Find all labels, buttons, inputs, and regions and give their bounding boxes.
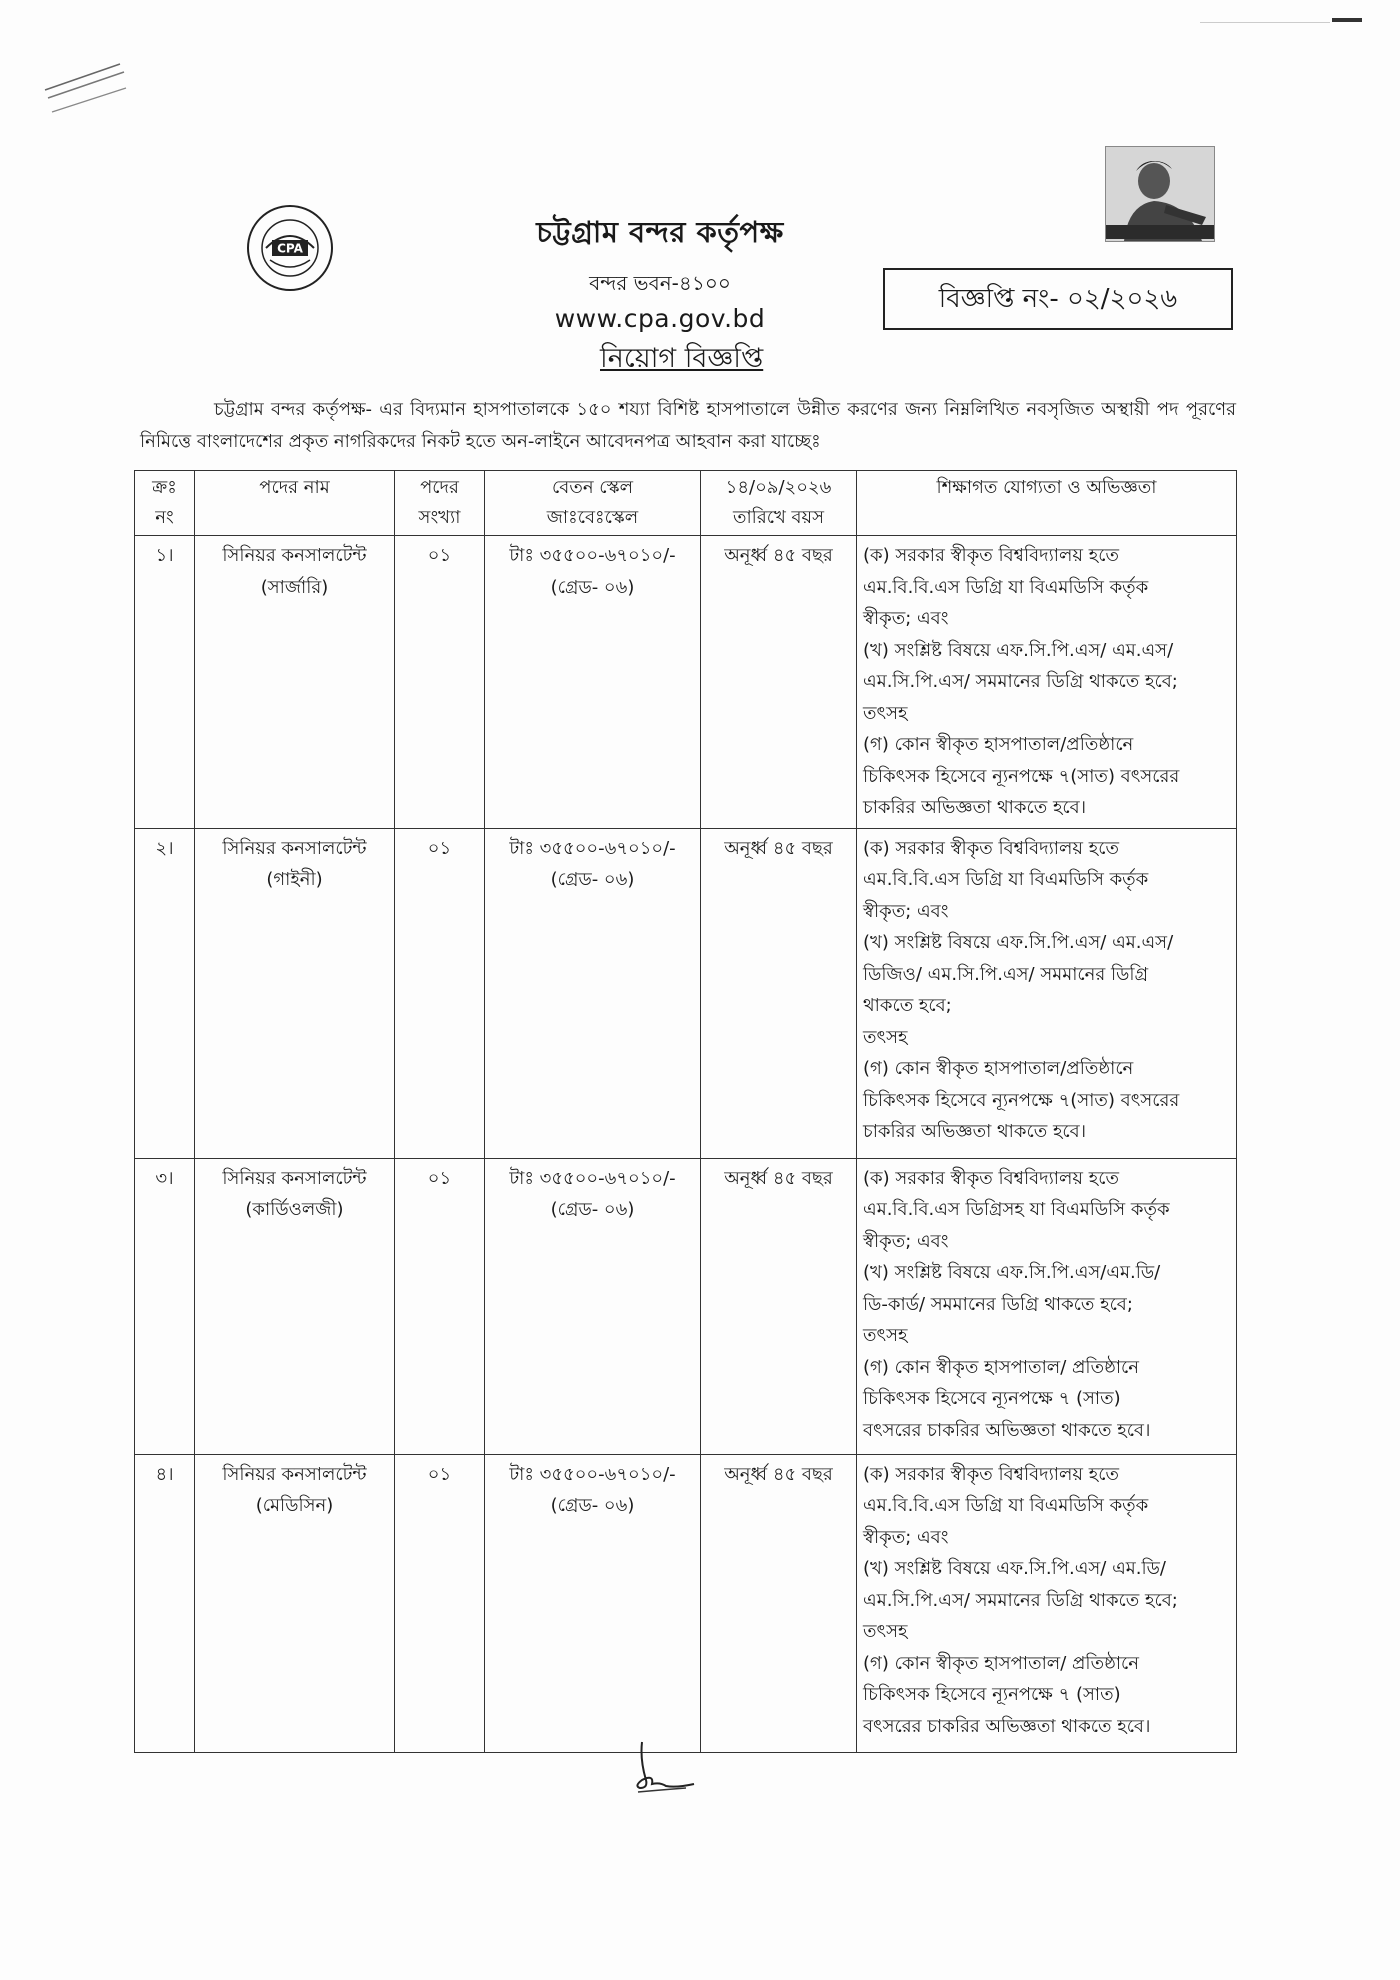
pay-scale-cell: টাঃ ৩৫৫০০-৬৭০১০/- (গ্রেড- ০৬) xyxy=(485,536,701,829)
portrait-image xyxy=(1105,146,1215,242)
pay-scale-cell: টাঃ ৩৫৫০০-৬৭০১০/- (গ্রেড- ০৬) xyxy=(485,1454,701,1752)
organization-website: www.cpa.gov.bd xyxy=(554,304,766,333)
qualification-cell: (ক) সরকার স্বীকৃত বিশ্ববিদ্যালয় হতে এম.বি.বি.এস ডিগ্রি যা বিএমডিসি কর্তৃক স্বীকৃত; এবং (খ) সংশ্লিষ্ট বিষয়ে এফ.সি.পি.এস/ এম.এস/ এম.সি.পি.এস/ সমমানের ডিগ্রি থাকতে হবে; তৎসহ (গ) কোন স্বীকৃত হাসপাতাল/প্রতিষ্ঠানে চিকিৎসক হিসেবে ন্যূনপক্ষে ৭(সাত) বৎসরের চাকরির অভিজ্ঞতা থাকতে হবে। xyxy=(857,536,1237,829)
table-row xyxy=(135,536,1237,829)
header-post-count: পদের সংখ্যা xyxy=(395,471,485,536)
serial-cell: ৪। xyxy=(135,1454,195,1752)
svg-text:CPA: CPA xyxy=(277,241,303,256)
age-cell: অনূর্ধ্ব ৪৫ বছর xyxy=(701,1158,857,1454)
table-row xyxy=(135,828,1237,1158)
age-cell: অনূর্ধ্ব ৪৫ বছর xyxy=(701,1454,857,1752)
scan-edge-dash xyxy=(1332,18,1362,22)
notice-number-box xyxy=(883,268,1233,330)
serial-cell: ২। xyxy=(135,828,195,1158)
intro-paragraph: চট্টগ্রাম বন্দর কর্তৃপক্ষ- এর বিদ্যমান হাসপাতালকে ১৫০ শয্যা বিশিষ্ট হাসপাতালে উন্নীত করণের জন্য নিম্নলিখিত নবসৃজিত অস্থায়ী পদ পূরণের নিমিত্তে বাংলাদেশের প্রকৃত নাগরিকদের নিকট হতে অন-লাইনে আবেদনপত্র আহবান করা যাচ্ছেঃ xyxy=(140,399,1236,452)
qualification-cell: (ক) সরকার স্বীকৃত বিশ্ববিদ্যালয় হতে এম.বি.বি.এস ডিগ্রি যা বিএমডিসি কর্তৃক স্বীকৃত; এবং (খ) সংশ্লিষ্ট বিষয়ে এফ.সি.পি.এস/ এম.ডি/ এম.সি.পি.এস/ সমমানের ডিগ্রি থাকতে হবে; তৎসহ (গ) কোন স্বীকৃত হাসপাতাল/ প্রতিষ্ঠানে চিকিৎসক হিসেবে ন্যূনপক্ষে ৭ (সাত) বৎসরের চাকরির অভিজ্ঞতা থাকতে হবে। xyxy=(857,1454,1237,1752)
header-pay-scale: বেতন স্কেল জাঃবেঃস্কেল xyxy=(485,471,701,536)
letterhead xyxy=(500,210,820,333)
qualification-cell: (ক) সরকার স্বীকৃত বিশ্ববিদ্যালয় হতে এম.বি.বি.এস ডিগ্রিসহ যা বিএমডিসি কর্তৃক স্বীকৃত; এবং (খ) সংশ্লিষ্ট বিষয়ে এফ.সি.পি.এস/এম.ডি/ ডি-কার্ড/ সমমানের ডিগ্রি থাকতে হবে; তৎসহ (গ) কোন স্বীকৃত হাসপাতাল/ প্রতিষ্ঠানে চিকিৎসক হিসেবে ন্যূনপক্ষে ৭ (সাত) বৎসরের চাকরির অভিজ্ঞতা থাকতে হবে। xyxy=(857,1158,1237,1454)
table-row xyxy=(135,1454,1237,1752)
notice-number: বিজ্ঞপ্তি নং- ০২/২০২৬ xyxy=(938,284,1178,314)
post-count-cell: ০১ xyxy=(395,1454,485,1752)
post-name-cell: সিনিয়র কনসালটেন্ট (কার্ডিওলজী) xyxy=(195,1158,395,1454)
age-cell: অনূর্ধ্ব ৪৫ বছর xyxy=(701,536,857,829)
job-table xyxy=(134,470,1237,1753)
header-age: ১৪/০৯/২০২৬ তারিখে বয়স xyxy=(701,471,857,536)
scan-edge-line xyxy=(1200,22,1330,23)
header-post-name: পদের নাম xyxy=(195,471,395,536)
cpa-logo-icon xyxy=(246,204,334,292)
post-count-cell: ০১ xyxy=(395,1158,485,1454)
pay-scale-cell: টাঃ ৩৫৫০০-৬৭০১০/- (গ্রেড- ০৬) xyxy=(485,1158,701,1454)
age-cell: অনূর্ধ্ব ৪৫ বছর xyxy=(701,828,857,1158)
qualification-cell: (ক) সরকার স্বীকৃত বিশ্ববিদ্যালয় হতে এম.বি.বি.এস ডিগ্রি যা বিএমডিসি কর্তৃক স্বীকৃত; এবং (খ) সংশ্লিষ্ট বিষয়ে এফ.সি.পি.এস/ এম.এস/ ডিজিও/ এম.সি.পি.এস/ সমমানের ডিগ্রি থাকতে হবে; তৎসহ (গ) কোন স্বীকৃত হাসপাতাল/প্রতিষ্ঠানে চিকিৎসক হিসেবে ন্যূনপক্ষে ৭(সাত) বৎসরের চাকরির অভিজ্ঞতা থাকতে হবে। xyxy=(857,828,1237,1158)
post-name-cell: সিনিয়র কনসালটেন্ট (গাইনী) xyxy=(195,828,395,1158)
post-name-cell: সিনিয়র কনসালটেন্ট (মেডিসিন) xyxy=(195,1454,395,1752)
serial-cell: ৩। xyxy=(135,1158,195,1454)
post-name-cell: সিনিয়র কনসালটেন্ট (সার্জারি) xyxy=(195,536,395,829)
post-count-cell: ০১ xyxy=(395,536,485,829)
signature-mark xyxy=(630,1740,700,1796)
header-serial: ক্রঃ নং xyxy=(135,471,195,536)
header-qualification: শিক্ষাগত যোগ্যতা ও অভিজ্ঞতা xyxy=(857,471,1237,536)
pen-scribble-mark xyxy=(40,60,130,120)
serial-cell: ১। xyxy=(135,536,195,829)
organization-name: চট্টগ্রাম বন্দর কর্তৃপক্ষ xyxy=(536,215,784,249)
organization-address: বন্দর ভবন-৪১০০ xyxy=(589,271,731,295)
table-row xyxy=(135,1158,1237,1454)
portrait-caption xyxy=(1106,225,1214,239)
post-count-cell: ০১ xyxy=(395,828,485,1158)
pay-scale-cell: টাঃ ৩৫৫০০-৬৭০১০/- (গ্রেড- ০৬) xyxy=(485,828,701,1158)
notice-title: নিয়োগ বিজ্ঞপ্তি xyxy=(600,343,764,374)
table-header-row xyxy=(135,471,1237,536)
